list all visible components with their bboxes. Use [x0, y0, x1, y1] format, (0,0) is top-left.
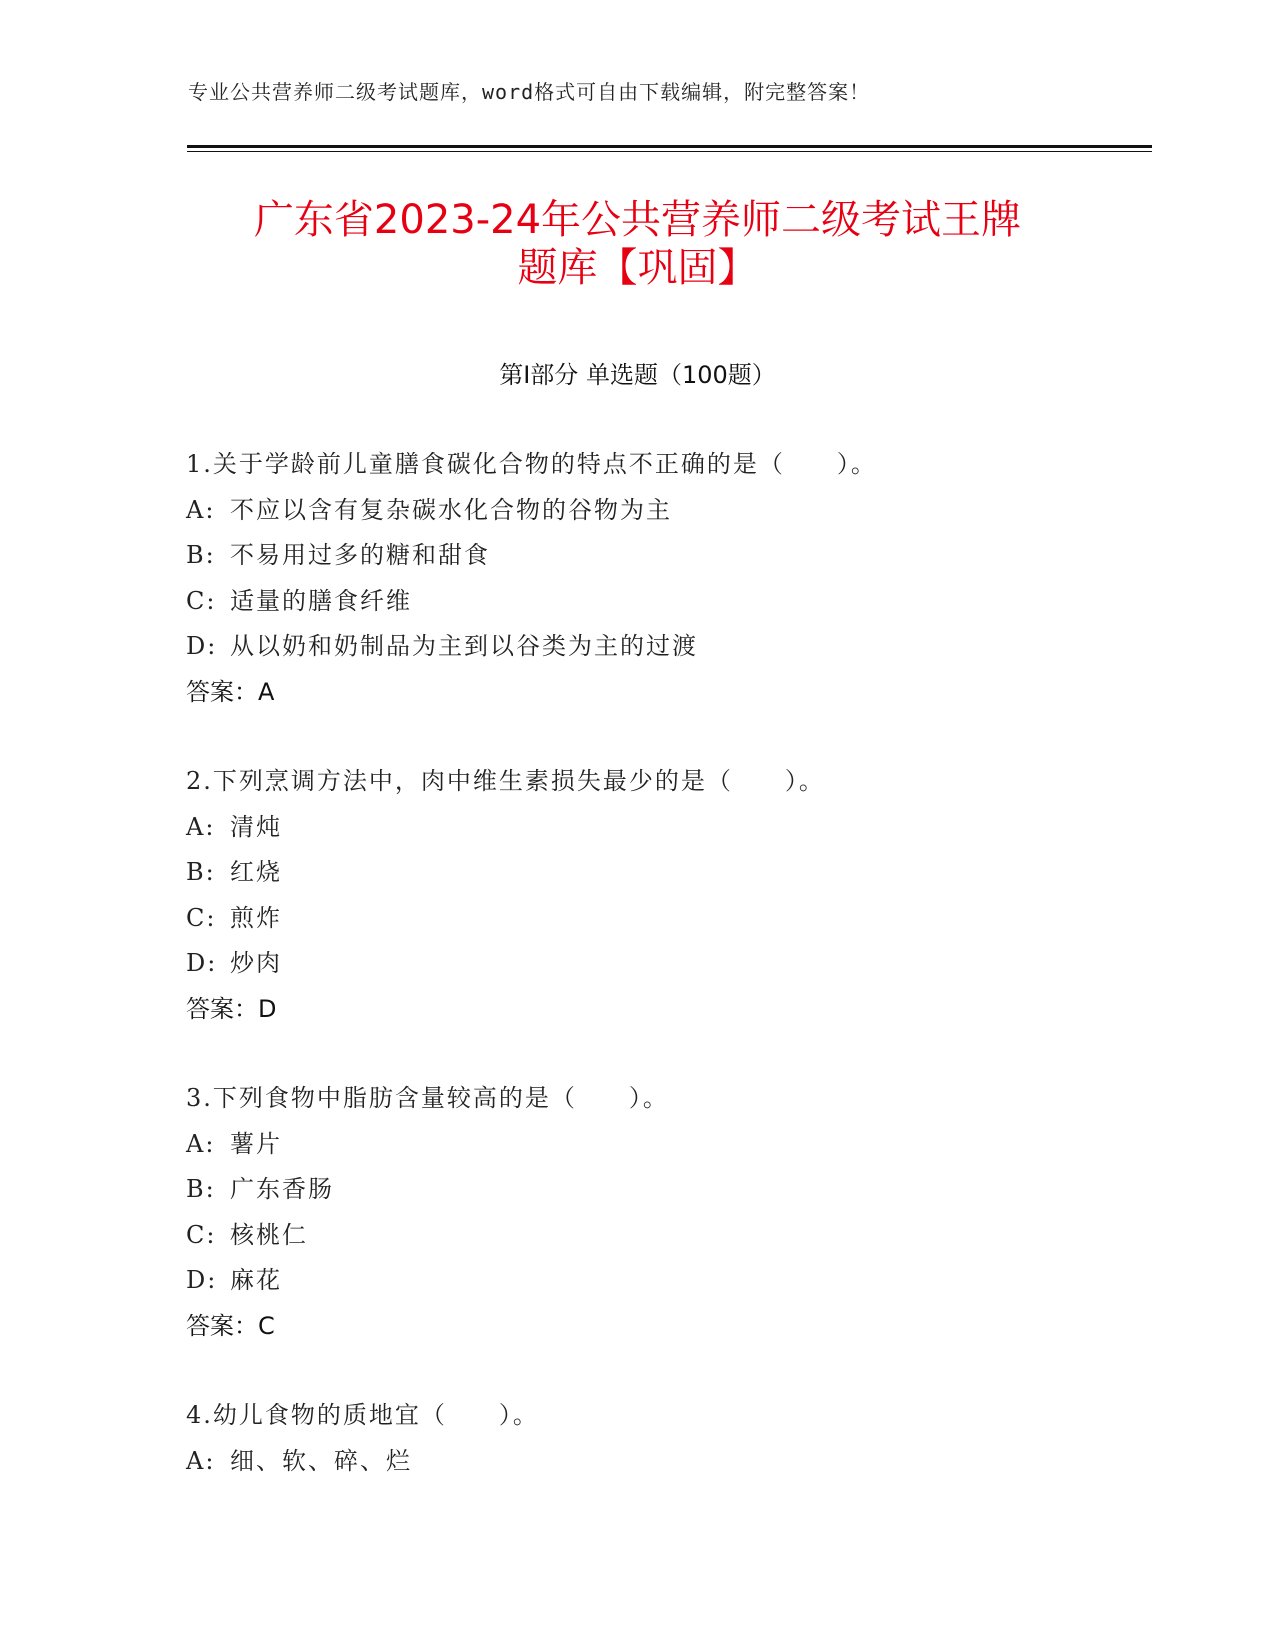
document-title-line-2: 题库【巩固】: [517, 245, 758, 291]
option-text: 炒肉: [230, 949, 282, 977]
option-text: 煎炸: [230, 903, 282, 932]
option-a: [186, 805, 1146, 851]
header-rule-thin: [187, 151, 1152, 152]
option-letter: A:: [186, 1129, 216, 1158]
option-letter: B:: [186, 1175, 216, 1203]
question-stem: 4.幼儿食物的质地宜（ ）。: [186, 1401, 539, 1429]
answer-line: 答案：D: [186, 994, 277, 1023]
option-letter: B:: [186, 858, 216, 886]
option-letter: D:: [186, 949, 218, 977]
option-letter: C:: [186, 1220, 217, 1249]
option-a: [186, 1439, 1146, 1485]
section-heading: 第Ⅰ部分 单选题（100题）: [499, 361, 776, 389]
option-text: 适量的膳食纤维: [230, 586, 412, 615]
option-letter: A:: [186, 495, 216, 524]
question-stem: 1.关于学龄前儿童膳食碳化合物的特点不正确的是（ ）。: [186, 450, 877, 478]
option-d: [186, 1258, 1146, 1304]
option-b: [186, 1167, 1146, 1213]
option-letter: C:: [186, 586, 217, 615]
option-text: 麻花: [230, 1266, 282, 1294]
question-1: [186, 442, 1146, 715]
question-stem: 3.下列食物中脂肪含量较高的是（ ）。: [186, 1084, 669, 1112]
header-rule-thick: [187, 145, 1152, 148]
answer-line: 答案：A: [186, 677, 275, 706]
option-text: 清炖: [230, 812, 282, 841]
header-note: 专业公共营养师二级考试题库，word格式可自由下载编辑，附完整答案！: [188, 80, 871, 104]
option-d: [186, 941, 1146, 987]
option-text: 从以奶和奶制品为主到以谷类为主的过渡: [230, 632, 698, 660]
option-text: 不易用过多的糖和甜食: [230, 541, 490, 569]
question-2: [186, 759, 1146, 1032]
document-title-line-1: 广东省2023-24年公共营养师二级考试王牌: [253, 197, 1022, 243]
option-c: [186, 579, 1146, 625]
option-d: [186, 624, 1146, 670]
option-text: 不应以含有复杂碳水化合物的谷物为主: [230, 495, 672, 524]
option-b: [186, 850, 1146, 896]
option-text: 红烧: [230, 858, 282, 886]
option-letter: C:: [186, 903, 217, 932]
question-stem: 2.下列烹调方法中，肉中维生素损失最少的是（ ）。: [186, 767, 825, 795]
document-title: [150, 196, 1125, 292]
option-letter: A:: [186, 1446, 216, 1475]
option-b: [186, 533, 1146, 579]
question-list: [186, 442, 1146, 1528]
option-text: 细、软、碎、烂: [230, 1446, 412, 1475]
option-text: 广东香肠: [230, 1175, 334, 1203]
option-text: 薯片: [230, 1129, 282, 1158]
option-letter: D:: [186, 632, 218, 660]
option-c: [186, 896, 1146, 942]
answer-line: 答案：C: [186, 1311, 275, 1340]
option-a: [186, 1122, 1146, 1168]
option-text: 核桃仁: [230, 1220, 308, 1249]
question-4: [186, 1393, 1146, 1484]
question-3: [186, 1076, 1146, 1349]
option-letter: B:: [186, 541, 216, 569]
option-letter: A:: [186, 812, 216, 841]
option-a: [186, 488, 1146, 534]
option-letter: D:: [186, 1266, 218, 1294]
option-c: [186, 1213, 1146, 1259]
